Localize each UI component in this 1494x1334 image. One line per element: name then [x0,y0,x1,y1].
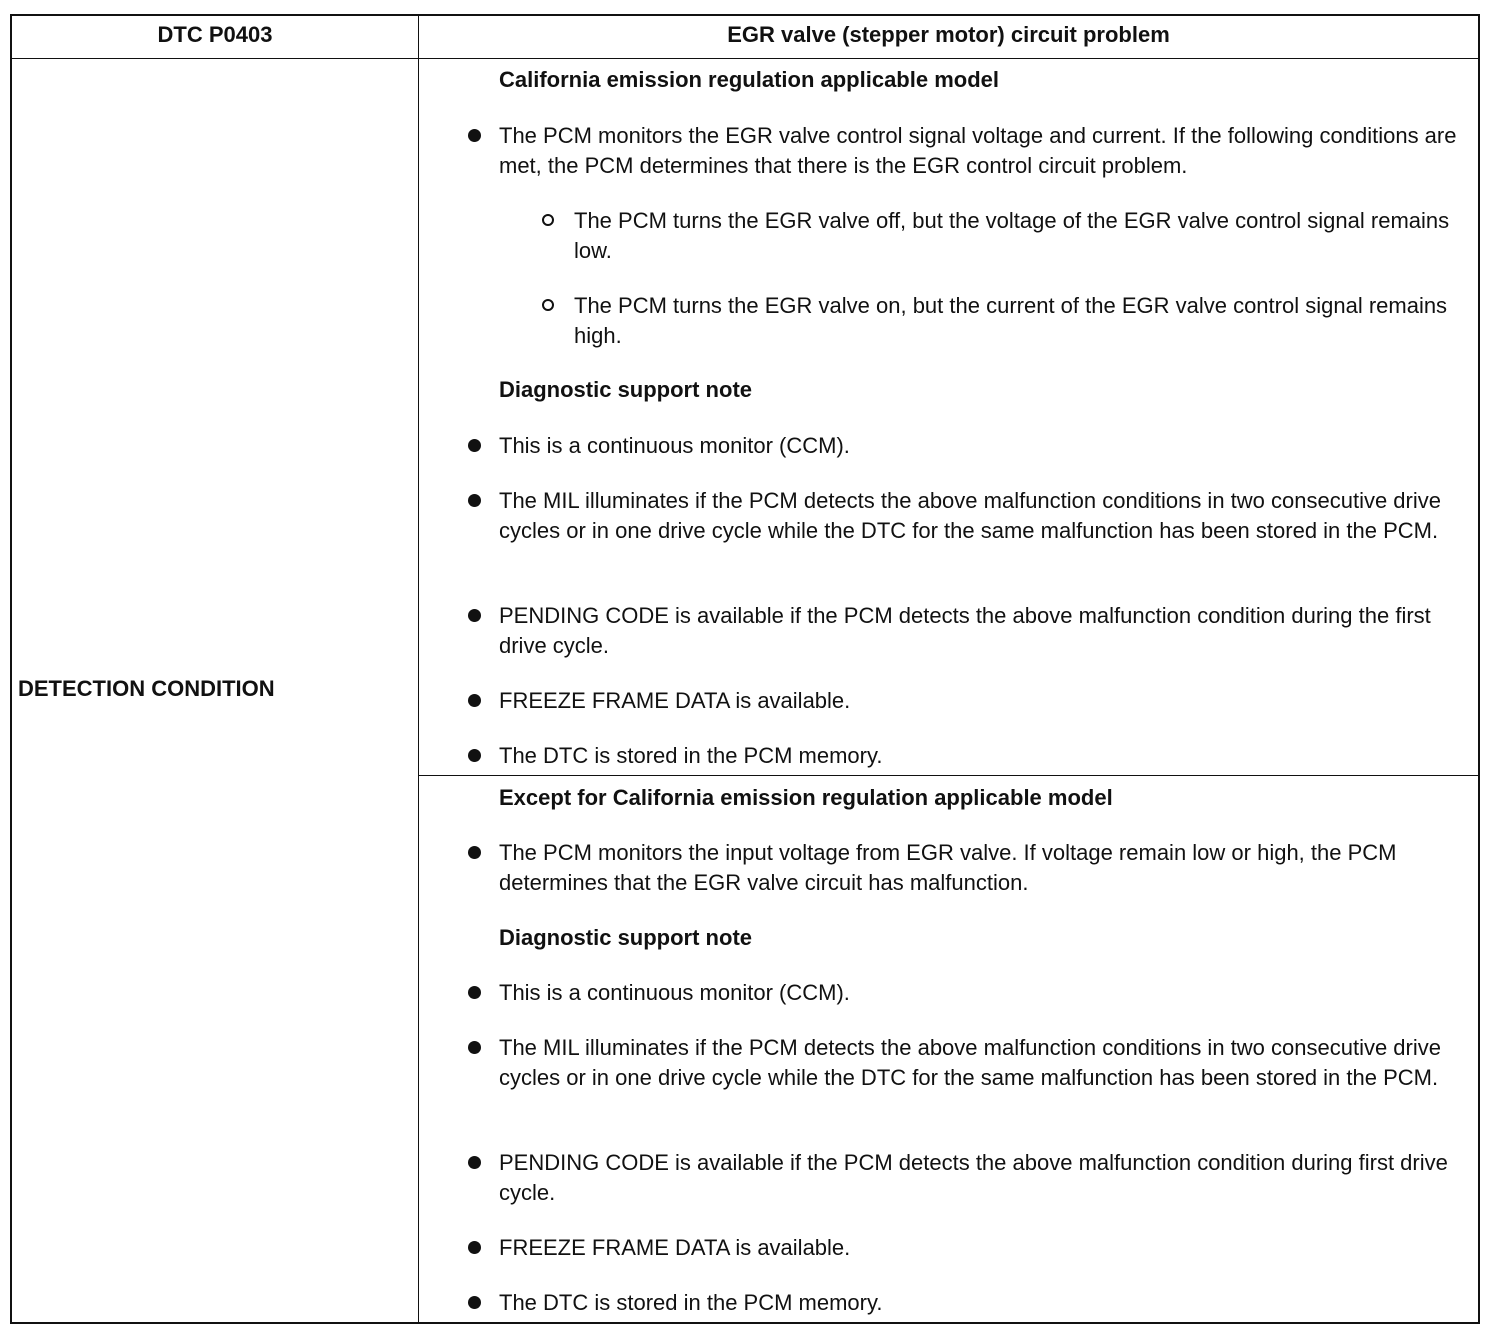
california-note-1: This is a continuous monitor (CCM). [499,433,850,458]
bullet-icon [468,986,481,999]
california-note-5: The DTC is stored in the PCM memory. [499,743,883,768]
bullet-icon [468,749,481,762]
row-label: DETECTION CONDITION [18,676,275,701]
other-note-2: The MIL illuminates if the PCM detects the above malfunction conditions in two consecutive drive cycles or in one drive cycle while the DTC for the same malfunction has been stored in the PCM. [499,1035,1441,1090]
bullet-icon [468,609,481,622]
circle-bullet-icon [542,299,554,311]
california-note-4: FREEZE FRAME DATA is available. [499,688,851,713]
bullet-icon [468,846,481,859]
other-monitor: The PCM monitors the input voltage from EGR valve. If voltage remain low or high, the PCM determines that the EGR valve circuit has malfunction. [499,840,1397,895]
other-note-5: The DTC is stored in the PCM memory. [499,1290,883,1315]
bullet-icon [468,1156,481,1169]
bullet-icon [468,1241,481,1254]
california-monitor: The PCM monitors the EGR valve control signal voltage and current. If the following conditions are met, the PCM determines that there is the EGR control circuit problem. [499,123,1457,178]
bullet-icon [468,439,481,452]
california-condition-2: The PCM turns the EGR valve on, but the current of the EGR valve control signal remains high. [574,293,1448,348]
california-title: California emission regulation applicable model [499,67,999,92]
circle-bullet-icon [542,214,554,226]
other-title: Except for California emission regulation applicable model [499,785,1113,810]
bullet-icon [468,1296,481,1309]
bullet-icon [468,1041,481,1054]
other-note-3: PENDING CODE is available if the PCM detects the above malfunction condition during first drive cycle. [499,1150,1448,1205]
california-condition-1: The PCM turns the EGR valve off, but the voltage of the EGR valve control signal remains low. [574,208,1450,263]
bullet-icon [468,694,481,707]
header-divider [12,58,1478,59]
section-divider [419,775,1478,776]
header-code: DTC P0403 [157,22,273,47]
header-description: EGR valve (stepper motor) circuit problem [727,22,1170,47]
other-note-4: FREEZE FRAME DATA is available. [499,1235,851,1260]
column-divider [418,16,419,1322]
other-note-title: Diagnostic support note [499,925,752,950]
bullet-icon [468,129,481,142]
other-note-1: This is a continuous monitor (CCM). [499,980,850,1005]
california-note-2: The MIL illuminates if the PCM detects the above malfunction conditions in two consecutive drive cycles or in one drive cycle while the DTC for the same malfunction has been stored in the PCM. [499,488,1441,543]
california-note-title: Diagnostic support note [499,377,752,402]
california-note-3: PENDING CODE is available if the PCM detects the above malfunction condition during the first drive cycle. [499,603,1431,658]
bullet-icon [468,494,481,507]
